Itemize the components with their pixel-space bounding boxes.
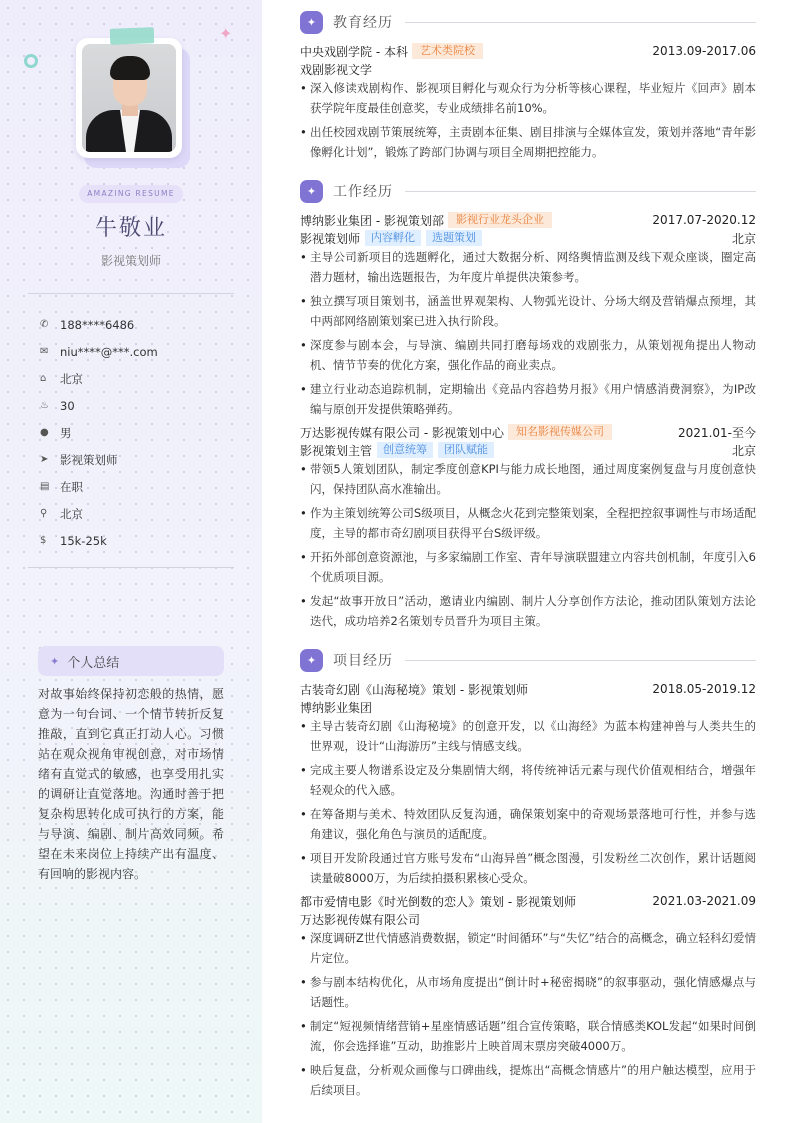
list-item: • 主导古装奇幻剧《山海秘境》的创意开发，以《山海经》为蓝本构建神兽与人类共生的世界观，设计“山海游历”主线与情感支线。 bbox=[300, 716, 756, 756]
bullet-list bbox=[300, 716, 756, 888]
entry-header bbox=[300, 42, 756, 60]
info-gender bbox=[40, 419, 240, 446]
skill-tag: 创意统筹 bbox=[377, 442, 433, 458]
list-item: • 作为主策划统筹公司S级项目，从概念火花到完整策划案，全程把控叙事调性与市场适配度，主导的都市奇幻剧项目获得平台S级评级。 bbox=[300, 503, 756, 543]
info-age bbox=[40, 392, 240, 419]
mail-icon: ✉ bbox=[40, 346, 49, 357]
entry-date: 2017.07-2020.12 bbox=[652, 213, 756, 227]
salary-icon: $ bbox=[40, 535, 47, 546]
info-text: 30 bbox=[60, 398, 75, 413]
section-title: 教育经历 bbox=[333, 15, 393, 31]
section-header-projects bbox=[300, 648, 756, 672]
section-title: 项目经历 bbox=[333, 653, 393, 669]
list-item: • 深度参与剧本会，与导演、编剧共同打磨每场戏的戏剧张力，从策划视角提出人物动机、情节节奏的优化方案，强化作品的商业卖点。 bbox=[300, 335, 756, 375]
company-tag: 影视行业龙头企业 bbox=[448, 212, 552, 228]
summary-title: 个人总结 bbox=[67, 655, 120, 671]
company-name: 万达影视传媒有限公司 - 影视策划中心 bbox=[300, 425, 504, 440]
ring-decoration bbox=[24, 54, 38, 68]
info-salary bbox=[40, 527, 240, 554]
section-header-education bbox=[300, 10, 756, 34]
home-icon: ⌂ bbox=[40, 373, 47, 384]
entry-header bbox=[300, 211, 756, 229]
list-item: • 完成主要人物谱系设定及分集剧情大纲，将传统神话元素与现代价值观相结合，增强年轻观众的代入感。 bbox=[300, 760, 756, 800]
sparkle-icon: ✦ bbox=[300, 11, 323, 34]
list-item: • 建立行业动态追踪机制，定期输出《竞品内容趋势月报》《用户情感消费洞察》，为IP改编与原创开发提供策略弹药。 bbox=[300, 379, 756, 419]
list-item: • 在筹备期与美术、特效团队反复沟通，确保策划案中的奇观场景落地可行性，并参与选角建议，强化角色与演员的适配度。 bbox=[300, 804, 756, 844]
project-name: 古装奇幻剧《山海秘境》策划 - 影视策划师 bbox=[300, 682, 528, 697]
school-tag: 艺术类院校 bbox=[412, 43, 483, 59]
info-text: niu****@***.com bbox=[60, 344, 158, 359]
company-name: 博纳影业集团 - 影视策划部 bbox=[300, 213, 444, 228]
info-text: 北京 bbox=[60, 506, 83, 521]
profile-photo bbox=[76, 38, 186, 162]
sparkle-icon: ✦ bbox=[300, 649, 323, 672]
section-header-work bbox=[300, 179, 756, 203]
entry-date: 2018.05-2019.12 bbox=[652, 682, 756, 696]
project-entry bbox=[300, 680, 756, 892]
section-line bbox=[405, 22, 756, 23]
entry-date: 2021.01-至今 bbox=[678, 425, 756, 440]
school-name: 中央戏剧学院 - 本科 bbox=[300, 44, 408, 59]
list-item: • 带领5人策划团队，制定季度创意KPI与能力成长地图，通过周度案例复盘与月度创意快闪，保持团队高水准输出。 bbox=[300, 459, 756, 499]
list-item: • 深入修读戏剧构作、影视项目孵化与观众行为分析等核心课程，毕业短片《回声》剧本获学院年度最佳创意奖，专业成绩排名前10%。 bbox=[300, 78, 756, 118]
portrait-image bbox=[82, 44, 176, 152]
info-phone bbox=[40, 311, 240, 338]
entry-header bbox=[300, 892, 756, 910]
work-entry bbox=[300, 423, 756, 635]
gender-icon: ● bbox=[40, 427, 49, 438]
info-text: 北京 bbox=[60, 371, 83, 386]
list-item: • 出任校园戏剧节策展统筹，主责剧本征集、剧目排演与全媒体宣发，策划并落地“青年影像孵化计划”，锻炼了跨部门协调与项目全周期把控能力。 bbox=[300, 122, 756, 162]
project-entry bbox=[300, 892, 756, 1104]
info-text: 影视策划师 bbox=[60, 452, 118, 467]
position: 影视策划主管 bbox=[300, 443, 373, 458]
section-line bbox=[405, 660, 756, 661]
info-text: 在职 bbox=[60, 479, 83, 494]
candidate-title: 影视策划师 bbox=[100, 254, 161, 268]
entry-subheader bbox=[300, 441, 756, 459]
company-tag: 知名影视传媒公司 bbox=[508, 424, 612, 440]
entry-header bbox=[300, 423, 756, 441]
skill-tag: 选题策划 bbox=[426, 230, 482, 246]
sparkle-icon: ✦ bbox=[219, 24, 233, 43]
list-item: • 深度调研Z世代情感消费数据，锁定“时间循环”与“失忆”结合的高概念，确立轻科幻爱情片定位。 bbox=[300, 928, 756, 968]
info-text: 188****6486 bbox=[60, 317, 135, 332]
cake-icon: ♨ bbox=[40, 400, 49, 411]
info-target-role bbox=[40, 446, 240, 473]
entry-subheader bbox=[300, 60, 756, 78]
photo-frame bbox=[76, 38, 182, 158]
send-icon: ➤ bbox=[40, 454, 49, 465]
list-item: • 制定“短视频情绪营销+星座情感话题”组合宣传策略，联合情感类KOL发起“如果时间倒流，你会选择谁”互动，助推影片上映首周末票房突破4000万。 bbox=[300, 1016, 756, 1056]
sidebar bbox=[0, 0, 262, 1123]
info-email bbox=[40, 338, 240, 365]
phone-icon: ✆ bbox=[40, 319, 49, 330]
entry-date: 2013.09-2017.06 bbox=[652, 44, 756, 58]
entry-subheader bbox=[300, 698, 756, 716]
major: 戏剧影视文学 bbox=[300, 62, 373, 77]
bullet-list bbox=[300, 928, 756, 1100]
sparkle-icon: ✦ bbox=[50, 654, 60, 668]
briefcase-icon: ▤ bbox=[40, 481, 50, 492]
location-icon: ⚲ bbox=[40, 508, 48, 519]
list-item: • 主导公司新项目的选题孵化，通过大数据分析、网络舆情监测及线下观众座谈，圈定高潜力题材，输出选题报告，为年度片单提供决策参考。 bbox=[300, 247, 756, 287]
candidate-name: 牛敬业 bbox=[94, 216, 167, 241]
list-item: • 参与剧本结构优化，从市场角度提出“倒计时+秘密揭晓”的叙事驱动，强化情感爆点与话题性。 bbox=[300, 972, 756, 1012]
section-line bbox=[405, 191, 756, 192]
summary-text: 对故事始终保持初恋般的热情，愿意为一句台词、一个情节转折反复推敲，直到它真正打动人心。习惯站在观众视角审视创意，对市场情绪有直觉式的敏感，也享受用扎实的调研让直觉落地。沟通时善于把复杂构思转化成可执行的方案，能与导演、编剧、制片高效同频。希望在未来岗位上持续产出有温度、有回响的影视内容。 bbox=[38, 687, 224, 881]
info-text: 15k-25k bbox=[60, 533, 107, 548]
city: 北京 bbox=[731, 231, 756, 246]
bullet-list bbox=[300, 247, 756, 419]
skill-tag: 内容孵化 bbox=[365, 230, 421, 246]
list-item: • 映后复盘，分析观众画像与口碑曲线，提炼出“高概念情感片”的用户触达模型，应用于后续项目。 bbox=[300, 1060, 756, 1100]
divider bbox=[28, 293, 234, 294]
entry-date: 2021.03-2021.09 bbox=[652, 894, 756, 908]
project-org: 万达影视传媒有限公司 bbox=[300, 912, 421, 927]
project-name: 都市爱情电影《时光倒数的恋人》策划 - 影视策划师 bbox=[300, 894, 576, 909]
info-status bbox=[40, 473, 240, 500]
list-item: • 发起“故事开放日”活动，邀请业内编剧、制片人分享创作方法论，推动团队策划方法论迭代，成功培养2名策划专员晋升为项目主策。 bbox=[300, 591, 756, 631]
list-item: • 开拓外部创意资源池，与多家编剧工作室、青年导演联盟建立内容共创机制，年度引入6个优质项目源。 bbox=[300, 547, 756, 587]
entry-subheader bbox=[300, 910, 756, 928]
resume-badge: AMAZING RESUME bbox=[79, 185, 183, 203]
position: 影视策划师 bbox=[300, 231, 361, 246]
list-item: • 独立撰写项目策划书，涵盖世界观架构、人物弧光设计、分场大纲及营销爆点预埋，其中两部网络剧策划案已进入执行阶段。 bbox=[300, 291, 756, 331]
bullet-list bbox=[300, 78, 756, 162]
city: 北京 bbox=[731, 443, 756, 458]
summary-header bbox=[38, 646, 224, 676]
info-text: 男 bbox=[60, 425, 72, 440]
divider bbox=[28, 567, 234, 568]
info-location bbox=[40, 500, 240, 527]
bullet-list bbox=[300, 459, 756, 631]
work-entry bbox=[300, 211, 756, 423]
project-org: 博纳影业集团 bbox=[300, 700, 373, 715]
sparkle-icon: ✦ bbox=[300, 180, 323, 203]
info-city bbox=[40, 365, 240, 392]
entry-header bbox=[300, 680, 756, 698]
list-item: • 项目开发阶段通过官方账号发布“山海异兽”概念图漫，引发粉丝二次创作，累计话题阅读量破8000万，为后续拍摄积累核心受众。 bbox=[300, 848, 756, 888]
contact-info-list bbox=[40, 311, 240, 554]
section-title: 工作经历 bbox=[333, 184, 393, 200]
tape-decoration bbox=[110, 27, 155, 45]
entry-subheader bbox=[300, 229, 756, 247]
skill-tag: 团队赋能 bbox=[438, 442, 494, 458]
education-entry bbox=[300, 42, 756, 166]
